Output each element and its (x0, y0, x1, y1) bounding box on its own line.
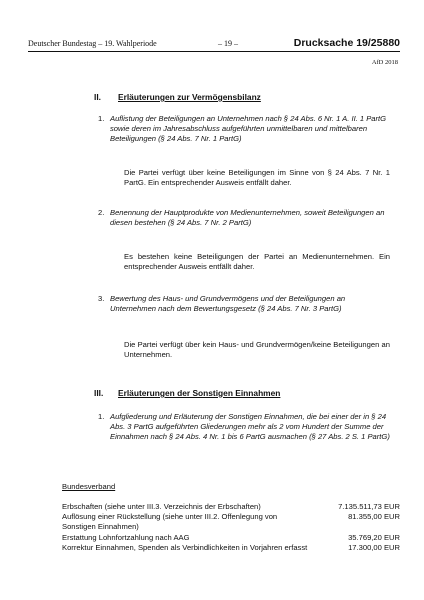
row-label: Auflösung einer Rückstellung (siehe unter III.2. Offenlegung von Sonstigen Einnahmen) (62, 512, 278, 532)
table-row (62, 502, 400, 512)
page-header (28, 38, 400, 52)
section-iii-heading (94, 388, 280, 398)
section-ii-item-2-text: Es bestehen keine Beteiligungen der Partei an Medienunternehmen. Ein entsprechender Ausweis entfällt daher. (124, 252, 390, 272)
row-label: Erstattung Lohnfortzahlung nach AAG (62, 532, 190, 542)
section-iii-title: Erläuterungen der Sonstigen Einnahmen (118, 388, 281, 398)
item-heading-text: Bewertung des Haus- und Grundvermögens und der Beteiligungen an Unternehmen nach dem Bewertungsgesetz (§ 24 Abs. 7 Nr. 3 PartG) (110, 294, 346, 314)
item-heading-text: Benennung der Hauptprodukte von Medienunternehmen, soweit Beteiligungen an diesen bestehen (§ 24 Abs. 7 Nr. 2 PartG) (110, 208, 385, 228)
section-ii-item-1-text: Die Partei verfügt über keine Beteiligungen im Sinne von § 24 Abs. 7 Nr. 1 PartG. Ein entsprechender Ausweis entfällt daher. (124, 168, 390, 188)
item-number: 3. (98, 294, 105, 303)
header-publication: Deutscher Bundestag – 19. Wahlperiode (28, 39, 157, 48)
item-heading-text: Auflistung der Beteiligungen an Unternehmen nach § 24 Abs. 6 Nr. 1 A. II. 1 PartG sowie deren im Jahresabschluss aufgeführten unmittelbaren und mittelbaren Beteiligungen (§ 24 Abs. 7 Nr. 1 PartG) (110, 114, 387, 144)
section-ii-heading (94, 92, 261, 102)
section-ii-title: Erläuterungen zur Vermögensbilanz (118, 92, 261, 102)
section-iii-item-1-heading (98, 412, 390, 443)
income-table (62, 502, 400, 553)
row-amount: 17.300,00 EUR (348, 542, 400, 552)
section-ii-item-1-heading (98, 114, 390, 145)
section-ii-number: II. (94, 92, 101, 102)
header-document-number: Drucksache 19/25880 (293, 37, 400, 49)
table-row (62, 543, 400, 553)
item-number: 1. (98, 412, 105, 421)
party-year-label: AfD 2018 (371, 59, 398, 66)
row-amount: 81.355,00 EUR (348, 512, 400, 522)
item-number: 2. (98, 208, 105, 217)
section-ii-item-3-text: Die Partei verfügt über kein Haus- und Grundvermögen/keine Beteiligungen an Unternehmen. (124, 340, 390, 360)
section-iii-number: III. (94, 388, 104, 398)
table-row (62, 512, 400, 532)
section-ii-item-2-heading (98, 208, 390, 228)
header-rule (28, 51, 400, 52)
item-heading-text: Aufgliederung und Erläuterung der Sonstigen Einnahmen, die bei einer der in § 24 Abs. 3 PartG aufgeführten Gliederungen mehr als 2 vom Hundert der Summe der Einnahmen nach § 24 Abs. 4 Nr. 1 bis 6 PartG ausmachen (§ 27 Abs. 2 S. 1 PartG) (110, 412, 390, 442)
bundesverband-heading: Bundesverband (62, 482, 116, 491)
row-label: Korrektur Einnahmen, Spenden als Verbindlichkeiten in Vorjahren erfasst (62, 542, 308, 552)
item-number: 1. (98, 114, 105, 123)
row-amount: 35.769,20 EUR (348, 532, 400, 542)
section-ii-item-3-heading (98, 294, 390, 314)
table-row (62, 533, 400, 543)
row-label: Erbschaften (siehe unter III.3. Verzeichnis der Erbschaften) (62, 502, 261, 511)
row-amount: 7.135.511,73 EUR (338, 502, 400, 511)
header-page-number: – 19 – (218, 39, 238, 48)
